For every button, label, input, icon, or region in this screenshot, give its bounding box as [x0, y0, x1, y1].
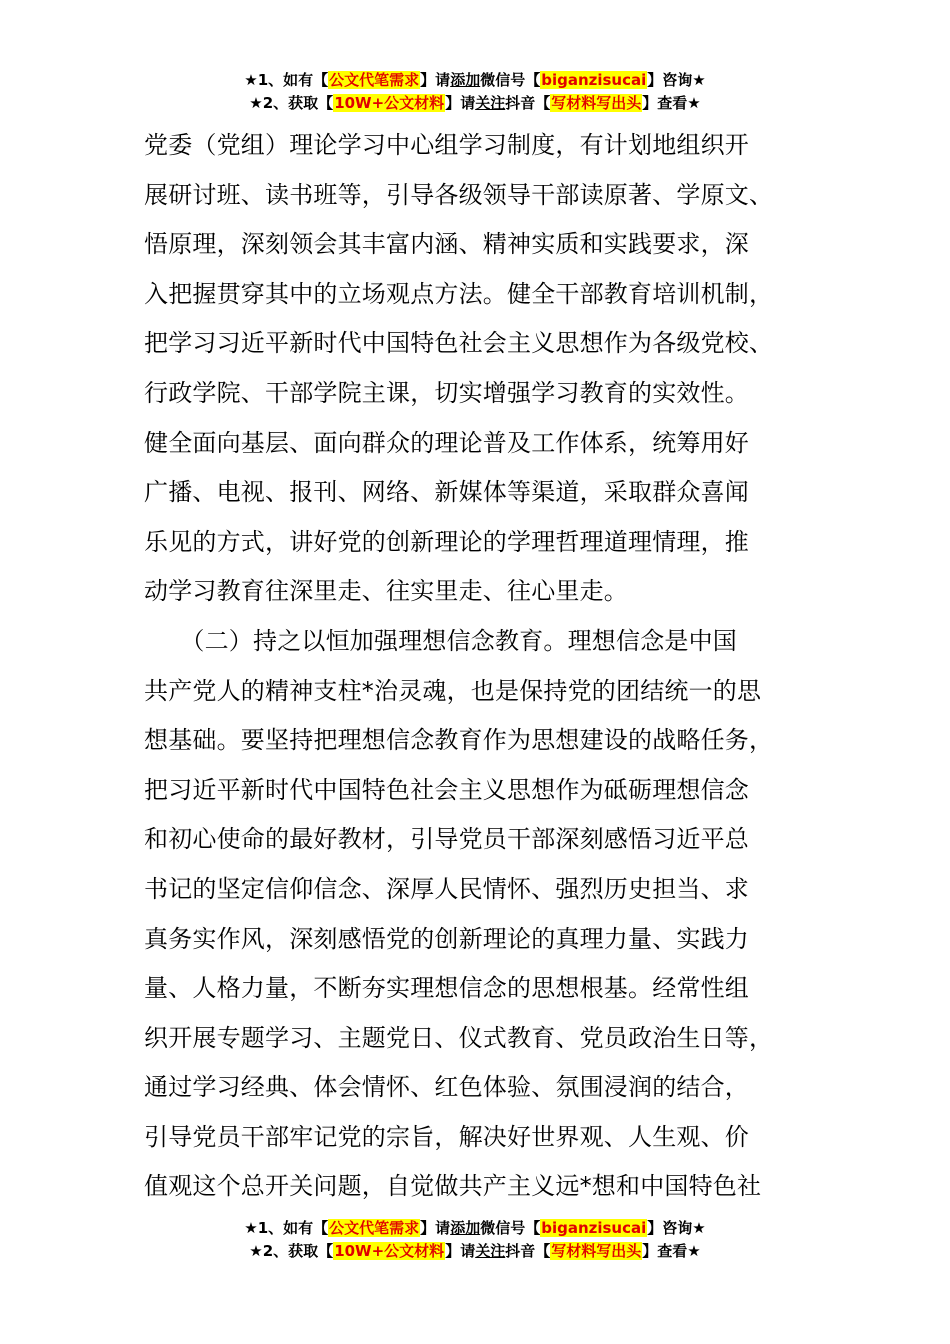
promo-text: 抖音【: [505, 94, 551, 112]
body-line: 值观这个总开关问题，自觉做共产主义远*想和中国特色社: [144, 1172, 762, 1201]
promo-text: 】请: [420, 71, 451, 89]
promo-underline: 关注: [475, 94, 506, 112]
promo-underline: 添加: [450, 1219, 481, 1237]
body-line: 引导党员干部牢记党的宗旨，解决好世界观、人生观、价: [144, 1122, 749, 1151]
body-line: 行政学院、干部学院主课，切实增强学习教育的实效性。: [144, 378, 749, 407]
promo-highlight: biganzisucai: [541, 1219, 647, 1237]
promo-text: 微信号【: [480, 71, 541, 89]
body-line: 党委（党组）理论学习中心组学习制度，有计划地组织开: [144, 131, 749, 159]
promo-highlight: 写材料写出头: [551, 94, 642, 112]
body-line: 健全面向基层、面向群众的理论普及工作体系，统筹用好: [144, 428, 749, 457]
promo-line-2: [0, 1240, 950, 1263]
promo-text: ★1、如有【: [244, 1219, 329, 1237]
promo-line-1: [0, 1217, 950, 1240]
promo-text: 】请: [420, 1219, 451, 1237]
body-line: 共产党人的精神支柱*治灵魂，也是保持党的团结统一的思: [144, 676, 762, 705]
promo-text: ★1、如有【: [244, 71, 329, 89]
body-line: 入把握贯穿其中的立场观点方法。健全干部教育培训机制，: [144, 279, 774, 308]
promo-text: 】咨询★: [647, 1219, 706, 1237]
promo-underline: 关注: [475, 1242, 506, 1260]
promo-text: 】请: [445, 94, 476, 112]
promo-text: 】咨询★: [647, 71, 706, 89]
promo-text: ★2、获取【: [249, 1242, 334, 1260]
body-line: 展研讨班、读书班等，引导各级领导干部读原著、学原文、: [144, 180, 774, 209]
promo-underline: 添加: [450, 71, 481, 89]
promo-text: 】查看★: [642, 1242, 701, 1260]
document-body: [144, 121, 809, 1212]
body-line: 悟原理，深刻领会其丰富内涵、精神实质和实践要求，深: [144, 230, 749, 259]
body-line: 织开展专题学习、主题党日、仪式教育、党员政治生日等，: [144, 1023, 774, 1052]
body-line: 广播、电视、报刊、网络、新媒体等渠道，采取群众喜闻: [144, 478, 749, 507]
promo-line-1: [0, 69, 950, 92]
body-line: （二）持之以恒加强理想信念教育。理想信念是中国: [144, 626, 737, 655]
promo-highlight: 公文代笔需求: [329, 1219, 420, 1237]
promo-text: 微信号【: [480, 1219, 541, 1237]
body-line: 书记的坚定信仰信念、深厚人民情怀、强烈历史担当、求: [144, 874, 749, 903]
body-line: 通过学习经典、体会情怀、红色体验、氛围浸润的结合，: [144, 1073, 749, 1102]
body-line: 量、人格力量，不断夯实理想信念的思想根基。经常性组: [144, 974, 749, 1003]
promo-highlight: 10W+公文材料: [334, 1242, 445, 1260]
promo-text: ★2、获取【: [249, 94, 334, 112]
footer-promo-banner: [0, 1217, 950, 1263]
promo-line-2: [0, 92, 950, 115]
promo-text: 】请: [445, 1242, 476, 1260]
promo-highlight: 10W+公文材料: [334, 94, 445, 112]
promo-text: 抖音【: [505, 1242, 551, 1260]
body-line: 想基础。要坚持把理想信念教育作为思想建设的战略任务，: [144, 726, 774, 755]
body-line: 乐见的方式，讲好党的创新理论的学理哲理道理情理，推: [144, 527, 749, 556]
header-promo-banner: [0, 69, 950, 115]
body-line: 把学习习近平新时代中国特色社会主义思想作为各级党校、: [144, 329, 774, 358]
body-line: 和初心使命的最好教材，引导党员干部深刻感悟习近平总: [144, 825, 749, 854]
body-line: 把习近平新时代中国特色社会主义思想作为砥砺理想信念: [144, 775, 749, 804]
body-line: 动学习教育往深里走、往实里走、往心里走。: [144, 577, 628, 606]
promo-highlight: 写材料写出头: [551, 1242, 642, 1260]
body-line: 真务实作风，深刻感悟党的创新理论的真理力量、实践力: [144, 924, 749, 953]
promo-highlight: 公文代笔需求: [329, 71, 420, 89]
promo-highlight: biganzisucai: [541, 71, 647, 89]
promo-text: 】查看★: [642, 94, 701, 112]
